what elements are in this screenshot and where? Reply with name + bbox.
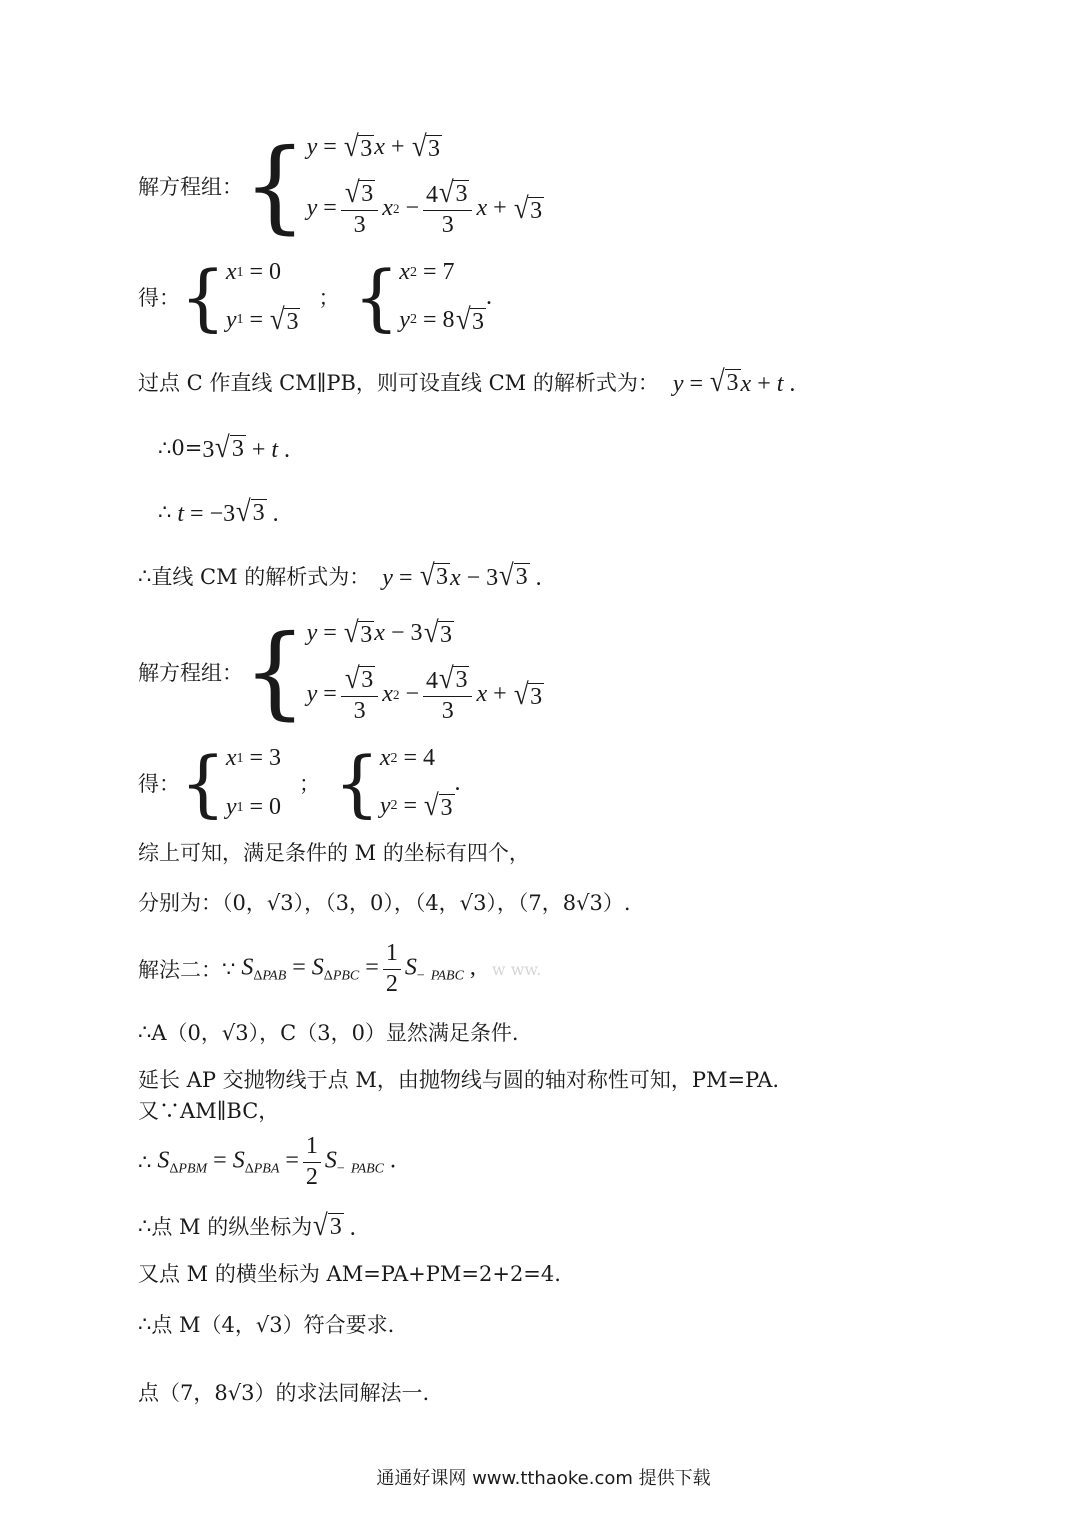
therefore-symbol: ∴ xyxy=(158,500,172,524)
line-text: 解法二： xyxy=(138,958,222,982)
line-text: 分别为：（0，√3），（3，0），（4，√3），（7，8√3）. xyxy=(138,891,631,915)
text-line xyxy=(138,882,631,922)
solution-system: { x 1 = 3 y 1 = 0 xyxy=(180,740,282,825)
line-text: A（0，√3），C（3，0）显然满足条件. xyxy=(151,1021,519,1045)
equation-system: { y = √ 3 x − 3 √ 3 y = √ 3 3 x 2 − 4 √ 3 3 x + √ 3 xyxy=(243,613,543,730)
line-text: 又点 M 的横坐标为 AM=PA+PM=2+2=4. xyxy=(138,1262,561,1286)
left-brace: { xyxy=(243,127,307,244)
line-text: 综上可知，满足条件的 M 的坐标有四个， xyxy=(138,841,530,865)
solution-system: { x 2 = 7 y 2 = 8 √ 3 xyxy=(353,254,484,339)
therefore-symbol: ∴ xyxy=(138,1020,152,1044)
because-symbol: ∵ xyxy=(222,957,236,981)
equation-line: y = √ 3 3 x 2 − 4 √ 3 3 x + √ 3 xyxy=(306,175,543,239)
text-line xyxy=(138,1012,519,1052)
left-brace: { xyxy=(180,254,226,339)
left-brace: { xyxy=(353,254,400,339)
therefore-symbol: ∴ xyxy=(138,1150,152,1174)
solution-system: { x 2 = 4 y 2 = √ 3 xyxy=(334,740,453,825)
solution-block-1: 得： { x 1 = 0 y 1 = √ 3 ； { x 2 = 7 y 2 = 8 √ 3 . xyxy=(138,254,492,339)
text-line: 过点 C 作直线 CM∥PB，则可设直线 CM 的解析式为： y = √ 3 x + t . xyxy=(138,364,796,398)
left-brace: { xyxy=(243,613,307,730)
equation-line: y = √ 3 x + √ 3 xyxy=(306,130,440,163)
therefore-symbol: ∴ xyxy=(138,1312,152,1336)
line-text: 直线 CM 的解析式为： xyxy=(151,565,371,589)
get-label: 得： xyxy=(138,286,180,310)
line-text: 点 M 的纵坐标为 xyxy=(151,1215,313,1239)
text-line xyxy=(138,834,530,870)
line-text: 又∵AM∥BC， xyxy=(138,1099,280,1123)
solution-block-2: 得： { x 1 = 3 y 1 = 0 ； { x 2 = 4 y 2 = √ 3 . xyxy=(138,740,461,825)
solve-label: 解方程组： xyxy=(138,175,243,199)
line-text: 过点 C 作直线 CM∥PB，则可设直线 CM 的解析式为： xyxy=(138,371,659,395)
text-line: ∴ 0= 3 √ 3 + t . xyxy=(158,430,291,464)
line-text: 点 M（4，√3）符合要求. xyxy=(151,1313,395,1337)
therefore-symbol: ∴ xyxy=(138,1214,152,1238)
solution-system: { x 1 = 0 y 1 = √ 3 xyxy=(180,254,299,339)
text-line: ∴ t = −3 √ 3 . xyxy=(158,494,279,528)
solve-label: 解方程组： xyxy=(138,661,243,685)
therefore-symbol: ∴ xyxy=(138,564,152,588)
left-brace: { xyxy=(180,740,226,825)
text-line xyxy=(138,1094,279,1126)
get-label: 得： xyxy=(138,772,180,796)
text-line xyxy=(138,1304,394,1344)
page-footer: 通通好课网 www.tthaoke.com 提供下载 xyxy=(376,1468,711,1489)
equation-system xyxy=(243,127,544,244)
text-line: ∴ 点 M 的纵坐标为 √ 3 . xyxy=(138,1208,356,1242)
text-line xyxy=(138,1062,779,1096)
text-line: 解法二： ∵ $S_{\Delta PAB} = S_{\Delta PBC}$ = $\frac{1}{2}$ $S_-$ $_{PABC}$ , w ww. xyxy=(138,939,542,997)
semicolon: ； xyxy=(318,286,340,310)
system-block-1 xyxy=(138,127,544,244)
system-block-2 xyxy=(138,613,544,730)
watermark-fragment: w ww. xyxy=(491,959,542,979)
left-brace: { xyxy=(334,740,380,825)
line-text: 0= xyxy=(171,436,203,460)
text-line: ∴ 直线 CM 的解析式为： y = √ 3 x − 3 √ 3 . xyxy=(138,558,542,592)
line-text: 延长 AP 交抛物线于点 M，由抛物线与圆的轴对称性可知，PM=PA. xyxy=(138,1068,780,1092)
text-line: ∴ $S_{\Delta PBM} = S_{\Delta PBA}$ = $\frac{1}{2}$ $S_-$ $_{PABC}$ . xyxy=(138,1132,397,1190)
therefore-symbol: ∴ xyxy=(158,436,172,460)
text-line xyxy=(138,1256,561,1290)
line-text: 点（7，8√3）的求法同解法一. xyxy=(138,1381,430,1405)
semicolon: ； xyxy=(299,772,321,796)
text-line xyxy=(138,1372,429,1412)
